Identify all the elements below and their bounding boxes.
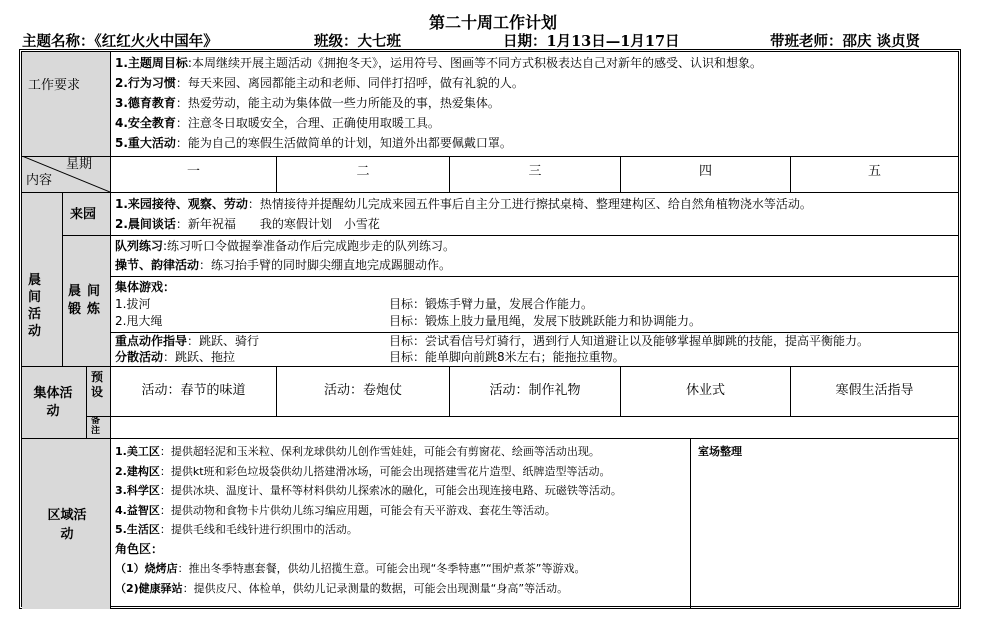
note-label: 备注 — [91, 416, 101, 436]
class-name: 班级：大七班 — [314, 33, 401, 50]
area-item: 4.益智区：提供动物和食物卡片供幼儿练习编应用题，可能会有天平游戏、套花生等活动。 — [115, 503, 556, 517]
weekday-label: 星期 — [66, 157, 93, 172]
day-wed: 三 — [528, 164, 542, 179]
activity-tue: 活动：卷炮仗 — [323, 383, 402, 398]
role-item: （2)健康驿站：提供皮尺、体检单，供幼儿记录测量的数据，可能会出现测量“身高”等活动。 — [115, 581, 569, 595]
games-label: 集体游戏： — [115, 280, 176, 294]
rhythm-line: 操节、韵律活动：练习抬手臂的同时脚尖绷直地完成踢腿动作。 — [115, 258, 452, 272]
area-item: 2.建构区：提供kt班和彩色垃圾袋供幼儿搭建滑冰场，可能会出现搭建雪花片造型、纸牌造型等活动。 — [115, 464, 611, 478]
game-name: 2.甩大绳 — [115, 314, 163, 328]
requirements-label: 工作要求 — [28, 78, 81, 93]
activity-fri: 寒假生活指导 — [835, 383, 914, 398]
preset-label: 预设 — [91, 370, 104, 399]
day-fri: 五 — [867, 164, 881, 179]
activity-wed: 活动：制作礼物 — [489, 383, 581, 398]
game-name: 1.拔河 — [115, 297, 151, 311]
collective-label: 集体活动 — [33, 386, 73, 419]
role-item: （1）烧烤店：推出冬季特惠套餐，供幼儿招揽生意。可能会出现“冬季特惠”“围炉煮茶”等游戏。 — [115, 562, 586, 575]
activity-thu: 休业式 — [685, 383, 725, 398]
day-thu: 四 — [698, 164, 712, 179]
focus-line: 重点动作指导：跳跃、骑行 — [115, 334, 260, 348]
arrival-line-2: 2.晨间谈话：新年祝福 我的寒假计划 小雪花 — [115, 217, 380, 231]
content-label: 内容 — [26, 173, 53, 188]
plan-table — [19, 49, 961, 609]
role-label: 角色区： — [115, 541, 164, 556]
focus-goal: 目标：尝试看信号灯骑行，遇到行人知道避让以及能够掌握单脚跳的技能，提高平衡能力。 — [389, 334, 870, 348]
req-item: 4.安全教育：注意冬日取暖安全，合理、正确使用取暖工具。 — [115, 116, 440, 130]
date-range: 日期：1月13日—1月17日 — [503, 33, 680, 50]
game-goal: 目标：锻炼上肢力量甩绳，发展下肢跳跃能力和协调能力。 — [389, 314, 702, 328]
group-line: 分散活动：跳跃、拖拉 — [115, 350, 236, 364]
req-item: 5.重大活动：能为自己的寒假生活做简单的计划，知道外出都要佩戴口罩。 — [115, 136, 512, 150]
area-item: 3.科学区：提供冰块、温度计、量杯等材料供幼儿探索冰的融化，可能会出现连接电路、玩磁铁等活动。 — [115, 484, 622, 497]
area-item: 1.美工区：提供超轻泥和玉米粒、保利龙球供幼儿创作雪娃娃，可能会有剪窗花、绘画等活动出现。 — [115, 445, 600, 458]
day-mon: 一 — [186, 164, 200, 179]
req-item: 3.德育教育：热爱劳动，能主动为集体做一些力所能及的事，热爱集体。 — [115, 96, 500, 110]
drill-line: 队列练习:练习听口令做握拳准备动作后完成跑步走的队列练习。 — [115, 239, 456, 253]
morning-label: 晨间活动 — [28, 273, 42, 339]
exercise-label: 晨间锻炼 — [68, 284, 107, 317]
req-item: 2.行为习惯：每天来园、离园都能主动和老师、同伴打招呼，做有礼貌的人。 — [115, 76, 524, 90]
arrival-line-1: 1.来园接待、观察、劳动：热情接待并提醒幼儿完成来园五件事后自主分工进行擦拭桌椅、整理建构区、给自然角植物浇水等活动。 — [115, 197, 812, 211]
day-tue: 二 — [356, 164, 370, 179]
arrival-label: 来园 — [70, 207, 97, 222]
area-item: 5.生活区：提供毛线和毛线针进行织围巾的活动。 — [115, 523, 358, 536]
req-item: 1.主题周目标:本周继续开展主题活动《拥抱冬天》，运用符号、图画等不同方式积极表达自己对新年的感受、认识和想象。 — [115, 56, 762, 70]
area-label: 区域活动 — [47, 508, 87, 542]
theme-name: 主题名称：《红红火火中国年》 — [22, 33, 218, 50]
activity-mon: 活动：春节的味道 — [141, 383, 246, 398]
game-goal: 目标：锻炼手臂力量，发展合作能力。 — [389, 297, 594, 311]
page-title: 第二十周工作计划 — [428, 13, 557, 32]
group-goal: 目标：能单脚向前跳8米左右；能拖拉重物。 — [389, 350, 625, 364]
teachers: 带班老师：邵庆 谈贞贤 — [770, 33, 921, 50]
room-cleanup-label: 室场整理 — [698, 445, 742, 458]
